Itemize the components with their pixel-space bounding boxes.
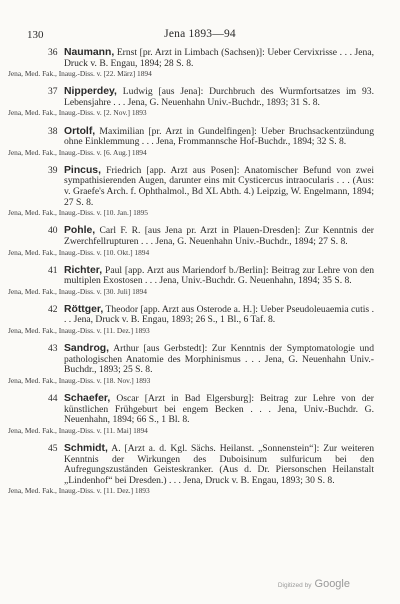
list-item — [0, 87, 400, 119]
list-item — [0, 226, 400, 258]
entry-text — [64, 394, 374, 426]
entry-number: 38 — [48, 126, 58, 137]
entry-citation: Oscar [Arzt in Bad Elgersburg]: Beitrag zur Lehre von der künstlichen Frühgeburt bei engem Becken . . . Jena, Univ.-Buchdr. G. Neuenhahn, 1894; 66 S., 1 Bl. 8. — [64, 393, 374, 426]
entry-affiliation: Jena, Med. Fak., Inaug.-Diss. v. [11. Dez.] 1893 — [8, 486, 150, 496]
entry-citation: Friedrich [app. Arzt aus Posen]: Anatomischer Befund von zwei sympathisierenden Augen, darunter eins mit Cysticercus intraocularis . . . (Aus: v. Graefe's Arch. f. Ophthalmol., Bd XL Abth. 4.) Leipzig, W. Engelmann, 1894; 27 S. 8. — [64, 164, 374, 208]
author-name: Sandrog, — [64, 343, 110, 355]
entry-number: 36 — [48, 48, 58, 58]
page-header — [0, 29, 400, 45]
list-item — [0, 394, 400, 436]
digitization-watermark — [278, 578, 350, 590]
entry-number: 37 — [48, 87, 58, 98]
entry-affiliation: Jena, Med. Fak., Inaug.-Diss. v. [6. Aug.] 1894 — [8, 147, 147, 157]
entry-text — [64, 48, 374, 69]
entry-number: 44 — [48, 394, 58, 405]
author-name: Naumann, — [64, 47, 115, 58]
author-name: Pohle, — [64, 225, 96, 237]
running-title: Jena 1893—94 — [164, 28, 236, 40]
author-name: Schaefer, — [64, 393, 111, 405]
entry-citation: Ludwig [aus Jena]: Durchbruch des Wurmfortsatzes im 93. Lebensjahre . . . Jena, G. Neuenhahn Univ.-Buchdr., 1893; 31 S. 8. — [64, 86, 374, 108]
entry-affiliation: Jena, Med. Fak., Inaug.-Diss. v. [10. Jan.] 1895 — [8, 208, 148, 218]
author-name: Ortolf, — [64, 125, 96, 137]
list-item — [0, 166, 400, 219]
entry-affiliation: Jena, Med. Fak., Inaug.-Diss. v. [18. Nov.] 1893 — [8, 375, 151, 385]
entry-number: 45 — [48, 443, 58, 454]
entry-text — [64, 87, 374, 108]
list-item — [0, 48, 400, 80]
entry-citation: Theodor [app. Arzt aus Osterode a. H.]: Ueber Pseudoleuaemia cutis . . . Jena, Druck v. B. Engau, 1893; 26 S., 1 Bl., 6 Taf. 8. — [64, 303, 374, 326]
list-item — [0, 444, 400, 497]
entry-citation: Carl F. R. [aus Jena pr. Arzt in Plauen-Dresden]: Zur Kenntnis der Zwerchfellrupturen . . . Jena, G. Neuenhahn Univ.-Buchdr., 1894; 27 S. 8. — [64, 225, 374, 247]
entry-citation: Arthur [aus Gerbstedt]: Zur Kenntnis der Symptomatologie und pathologischen Anatomie des Morphinismus . . . Jena, G. Neuenhahn Univ.-Buchdr., 1893; 25 S. 8. — [64, 343, 374, 376]
entry-number: 40 — [48, 226, 58, 237]
entry-number: 42 — [48, 304, 58, 315]
entry-text — [64, 444, 374, 486]
entry-number: 43 — [48, 344, 58, 355]
entry-number: 41 — [48, 265, 58, 276]
entry-affiliation: Jena, Med. Fak., Inaug.-Diss. v. [2. Nov.] 1893 — [8, 108, 147, 118]
entry-citation: Paul [app. Arzt aus Mariendorf b./Berlin]: Beitrag zur Lehre von den multiplen Exostosen . . . Jena, Univ.-Buchdr. G. Neuenhahn, 1894; 35 S. 8. — [64, 264, 374, 287]
author-name: Schmidt, — [64, 442, 108, 454]
entry-affiliation: Jena, Med. Fak., Inaug.-Diss. v. [11. Mai] 1894 — [8, 425, 148, 435]
author-name: Pincus, — [64, 164, 101, 176]
list-item — [0, 344, 400, 386]
entry-text — [64, 305, 374, 326]
entry-affiliation: Jena, Med. Fak., Inaug.-Diss. v. [30. Juli] 1894 — [8, 286, 147, 296]
list-item — [0, 127, 400, 159]
google-logo: Google — [314, 578, 350, 590]
entry-citation: Ernst [pr. Arzt in Limbach (Sachsen)]: Ueber Cervixrisse . . . Jena, Druck v. B. Engau, 1894; 28 S. 8. — [64, 47, 374, 69]
entry-citation: Maximilian [pr. Arzt in Gundelfingen]: Ueber Bruchsackentzündung ohne Einklemmung . . . Jena, Frommannsche Hof-Buchdr., 1894; 32 S. 8. — [64, 125, 374, 148]
entry-text — [64, 127, 374, 148]
watermark-prefix: Digitized by — [277, 582, 312, 589]
entry-text — [64, 226, 374, 247]
entry-citation: A. [Arzt a. d. Kgl. Sächs. Heilanst. „Sonnenstein“]: Zur weiteren Kenntnis der Wirkungen des Duboisinum sulfuricum bei den Aufregungszuständen Geisteskranker. (Aus d. Dr. Piersonschen Heilanstalt „Lindenhof“ bei Dresden.) . . . Jena, Druck v. B. Engau, 1893; 30 S. 8. — [64, 442, 374, 486]
author-name: Richter, — [64, 264, 103, 276]
page-number: 130 — [27, 29, 44, 41]
entry-affiliation: Jena, Med. Fak., Inaug.-Diss. v. [10. Okt.] 1894 — [8, 247, 150, 257]
entry-affiliation: Jena, Med. Fak., Inaug.-Diss. v. [22. März] 1894 — [8, 69, 152, 79]
author-name: Nipperdey, — [64, 86, 117, 98]
entry-affiliation: Jena, Med. Fak., Inaug.-Diss. v. [11. Dez.] 1893 — [8, 326, 150, 336]
entry-text — [64, 344, 374, 376]
list-item — [0, 266, 400, 298]
entry-list — [0, 48, 400, 504]
entry-text — [64, 166, 374, 208]
author-name: Röttger, — [64, 303, 104, 315]
entry-number: 39 — [48, 165, 58, 176]
entry-text — [64, 266, 374, 287]
list-item — [0, 305, 400, 337]
